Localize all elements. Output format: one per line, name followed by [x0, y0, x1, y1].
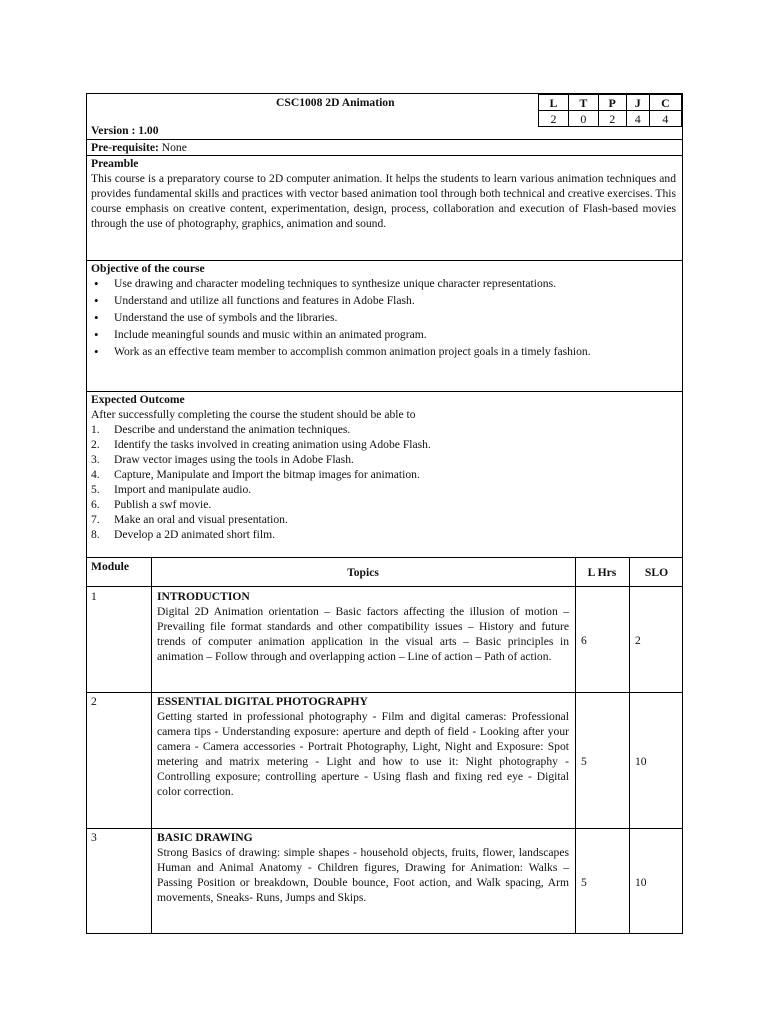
table-row [87, 693, 682, 829]
col-header-module: Module [91, 560, 130, 573]
outcome-item: 7. Make an oral and visual presentation. [91, 513, 288, 526]
outcome-section [87, 392, 682, 558]
module-lhrs: 6 [581, 634, 587, 647]
ltpjc-label-l: L [539, 95, 569, 111]
prerequisite-value: None [158, 141, 187, 154]
objectives-heading: Objective of the course [91, 262, 205, 275]
ltpjc-value-j: 4 [626, 111, 649, 127]
outcome-item: 3. Draw vector images using the tools in Adobe Flash. [91, 453, 354, 466]
module-number: 3 [91, 831, 97, 844]
objective-item: • Work as an effective team member to accomplish common animation project goals in a timely fashion. [91, 344, 676, 359]
ltpjc-value-t: 0 [568, 111, 598, 127]
module-lhrs: 5 [581, 876, 587, 889]
outcome-item: 1. Describe and understand the animation techniques. [91, 423, 351, 436]
course-title: CSC1008 2D Animation [276, 96, 395, 109]
ltpjc-grid [538, 94, 682, 126]
outcome-item: 8. Develop a 2D animated short film. [91, 528, 275, 541]
outcome-heading: Expected Outcome [91, 393, 185, 406]
table-row [87, 587, 682, 693]
prerequisite-row [87, 140, 682, 156]
module-body: Getting started in professional photography - Film and digital cameras: Professional camera tips - Understanding exposure: aperture and depth of field - Looking after your camera - Camera accessories - Portrait Photography, Light, Night and Exposure: Spot metering and matrix metering - Light and how to use it: Night photography - Controlling exposure; controlling aperture - Using flash and fixing red eye - Digital color correction. [157, 710, 569, 798]
prerequisite-label: Pre-requisite: [91, 141, 159, 154]
objective-item: • Use drawing and character modeling techniques to synthesize unique character representations. [91, 276, 676, 291]
col-header-lhrs: L Hrs [587, 566, 617, 579]
outcome-item: 2. Identify the tasks involved in creating animation using Adobe Flash. [91, 438, 431, 451]
preamble-section [87, 156, 682, 261]
outcome-list [91, 422, 676, 542]
module-slo: 10 [635, 755, 647, 768]
ltpjc-label-c: C [649, 95, 681, 111]
modules-table-header [87, 558, 682, 587]
outcome-item: 5. Import and manipulate audio. [91, 483, 252, 496]
version-label: Version : 1.00 [91, 124, 159, 137]
ltpjc-label-j: J [626, 95, 649, 111]
table-row [87, 829, 682, 935]
module-title: ESSENTIAL DIGITAL PHOTOGRAPHY [157, 695, 368, 708]
objectives-list [91, 276, 676, 359]
module-title: INTRODUCTION [157, 590, 250, 603]
module-slo: 10 [635, 876, 647, 889]
preamble-text: This course is a preparatory course to 2D computer animation. It helps the students to learn various animation techniques and provides fundamental skills and practices with vector based animation tool through both technical and creative exercises. This course emphasis on creative content, experimentation, design, process, collaboration and execution of Flash-based movies through the use of photography, graphics, animation and sound. [91, 172, 676, 230]
module-slo: 2 [635, 634, 641, 647]
ltpjc-value-c: 4 [649, 111, 681, 127]
syllabus-sheet [86, 93, 683, 934]
module-body: Digital 2D Animation orientation – Basic factors affecting the illusion of motion – Prevailing file format standards and other compatibility issues – History and future trends of computer animation application in the visual arts – Basic principles in animation – Follow through and overlapping action – Line of action – Path of action. [157, 605, 569, 663]
outcome-item: 6. Publish a swf movie. [91, 498, 212, 511]
module-title: BASIC DRAWING [157, 831, 253, 844]
objectives-section [87, 261, 682, 392]
col-header-topics: Topics [347, 566, 379, 579]
ltpjc-label-p: P [598, 95, 626, 111]
header-row [87, 94, 682, 140]
ltpjc-value-p: 2 [598, 111, 626, 127]
preamble-heading: Preamble [91, 157, 139, 170]
module-number: 1 [91, 590, 97, 603]
objective-item: • Understand and utilize all functions and features in Adobe Flash. [91, 293, 676, 308]
outcome-intro: After successfully completing the course the student should be able to [91, 408, 416, 421]
outcome-item: 4. Capture, Manipulate and Import the bitmap images for animation. [91, 468, 420, 481]
ltpjc-label-t: T [568, 95, 598, 111]
module-body: Strong Basics of drawing: simple shapes - household objects, fruits, flower, landscapes Human and Animal Anatomy - Children figures, Drawing for Animation: Walks – Passing Position or breakdown, Double bounce, Foot action, and Walk spacing, Arm movements, Sneaks- Runs, Jumps and Skips. [157, 846, 569, 904]
ltpjc-value-l: 2 [539, 111, 569, 127]
objective-item: • Understand the use of symbols and the libraries. [91, 310, 676, 325]
module-lhrs: 5 [581, 755, 587, 768]
objective-item: • Include meaningful sounds and music within an animated program. [91, 327, 676, 342]
col-header-slo: SLO [644, 566, 669, 579]
modules-table [87, 558, 682, 933]
module-number: 2 [91, 695, 97, 708]
